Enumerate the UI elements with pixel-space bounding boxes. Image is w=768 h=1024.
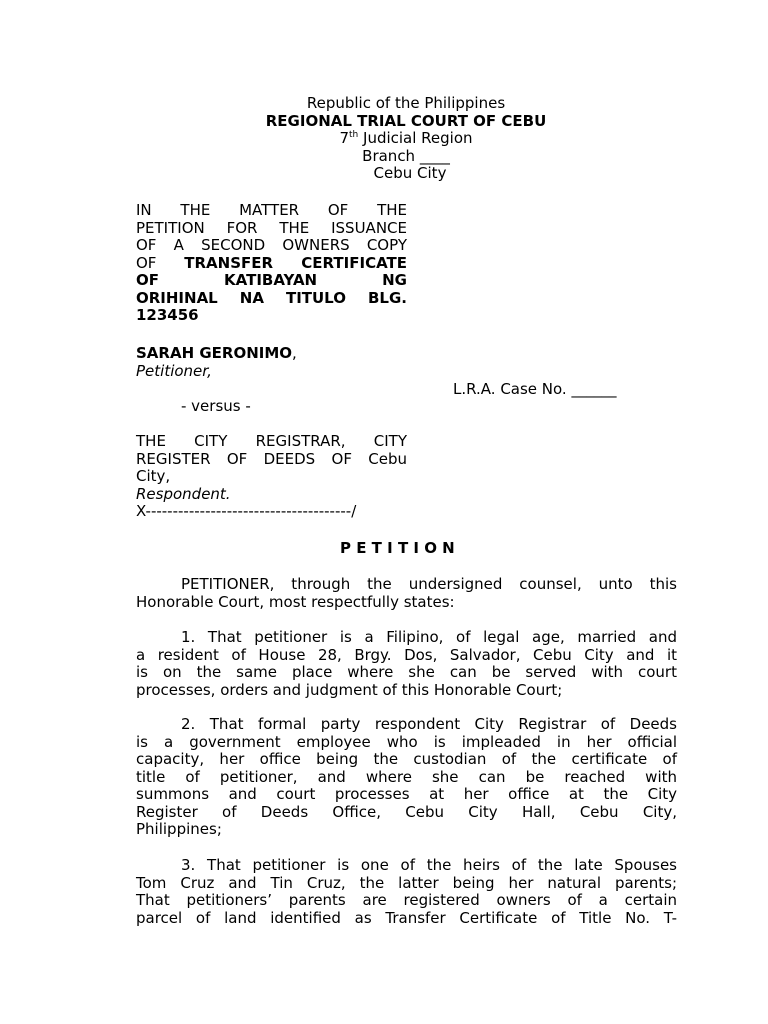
paragraph-line: 3. That petitioner is one of the heirs of the late Spouses (181, 856, 677, 874)
matter-line: IN THE MATTER OF THE (136, 201, 407, 219)
matter-line: OF A SECOND OWNERS COPY (136, 236, 407, 254)
petitioner-comma: , (292, 344, 297, 362)
branch-line: Branch ____ (362, 146, 450, 165)
respondent-role: Respondent. (136, 484, 231, 503)
petitioner-name-line (136, 345, 297, 363)
respondent-line: THE CITY REGISTRAR, CITY (136, 432, 407, 450)
paragraph-2 (136, 716, 677, 839)
petitioner-block (136, 345, 297, 380)
paragraph-line: Honorable Court, most respectfully states: (136, 592, 455, 611)
respondent-line: City, (136, 467, 171, 485)
paragraph-line: 2. That formal party respondent City Registrar of Deeds (181, 715, 677, 733)
city-line: Cebu City (373, 164, 447, 182)
paragraph-line: Philippines; (136, 820, 222, 838)
respondent-block (136, 433, 407, 521)
tct-number: 123456 (136, 306, 199, 324)
paragraph-line: Register of Deeds Office, Cebu City Hall, Cebu City, (136, 802, 677, 821)
paragraph-3 (136, 857, 677, 927)
region-text: Judicial Region (358, 129, 473, 147)
matter-line-tct (136, 255, 407, 273)
versus-line: - versus - (181, 397, 251, 415)
paragraph-line: parcel of land identified as Transfer Certificate of Title No. T- (136, 908, 677, 927)
intro-paragraph (136, 576, 677, 611)
petition-title: P E T I T I O N (340, 539, 455, 557)
paragraph-1 (136, 629, 677, 699)
paragraph-line: 1. That petitioner is a Filipino, of legal age, married and (181, 628, 677, 646)
region-suffix: th (349, 130, 359, 140)
paragraph-line: is on the same place where she can be served with court (136, 663, 677, 681)
judicial-region-line (0, 130, 768, 148)
paragraph-line: is a government employee who is impleaded in her official (136, 732, 677, 751)
petitioner-role: Petitioner, (136, 361, 212, 380)
caption-separator: X--------------------------------------/ (136, 502, 357, 520)
paragraph-line: That petitioners’ parents are registered owners of a certain (136, 891, 677, 909)
paragraph-line: title of petitioner, and where she can be reached with (136, 767, 677, 786)
tct-title: OF KATIBAYAN NG (136, 271, 407, 289)
paragraph-line: PETITIONER, through the undersigned counsel, unto this (181, 575, 677, 593)
case-number: L.R.A. Case No. ______ (453, 380, 617, 398)
paragraph-line: capacity, her office being the custodian of the certificate of (136, 750, 677, 768)
of-prefix: OF (136, 253, 185, 272)
court-name: REGIONAL TRIAL COURT OF CEBU (265, 111, 547, 130)
petitioner-name: SARAH GERONIMO (136, 344, 293, 362)
case-caption-matter (136, 202, 407, 325)
paragraph-line: summons and court processes at her office at the City (136, 785, 677, 803)
paragraph-line: a resident of House 28, Brgy. Dos, Salvador, Cebu City and it (136, 645, 677, 664)
paragraph-line: processes, orders and judgment of this Honorable Court; (136, 680, 563, 699)
tct-title: ORIHINAL NA TITULO BLG. (136, 288, 407, 307)
republic-line: Republic of the Philippines (306, 94, 506, 112)
respondent-line: REGISTER OF DEEDS OF Cebu (136, 449, 407, 468)
paragraph-line: Tom Cruz and Tin Cruz, the latter being her natural parents; (136, 873, 677, 892)
tct-title: TRANSFER CERTIFICATE (184, 253, 408, 272)
region-number: 7 (339, 129, 350, 147)
matter-line: PETITION FOR THE ISSUANCE (136, 218, 407, 237)
court-header (0, 95, 768, 183)
